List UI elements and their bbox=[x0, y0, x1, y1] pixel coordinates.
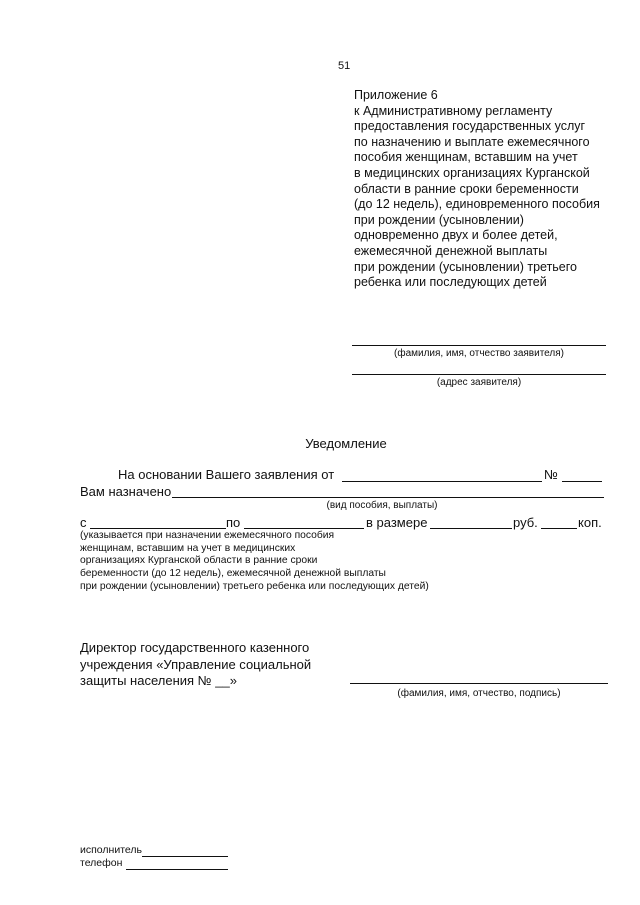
page-number: 51 bbox=[338, 60, 351, 72]
note-block bbox=[80, 530, 429, 594]
benefit-type-blank[interactable] bbox=[172, 497, 604, 498]
rub-label: руб. bbox=[513, 515, 538, 530]
from-label: с bbox=[80, 515, 87, 530]
director-line: защиты населения № __» bbox=[80, 673, 237, 688]
appendix-line: пособия женщинам, вставшим на учет bbox=[354, 150, 578, 165]
appendix-line: при рождении (усыновлении) bbox=[354, 212, 524, 227]
director-block bbox=[80, 640, 311, 690]
director-signature-line[interactable] bbox=[350, 683, 608, 684]
applicant-name-caption: (фамилия, имя, отчество заявителя) bbox=[394, 348, 564, 359]
application-date-label: На основании Вашего заявления от bbox=[118, 467, 335, 482]
note-line: беременности (до 12 недель), ежемесячной денежной выплаты bbox=[80, 568, 386, 580]
to-date-blank[interactable] bbox=[244, 528, 364, 529]
application-date-blank[interactable] bbox=[342, 481, 542, 482]
to-label: по bbox=[226, 515, 241, 530]
applicant-name-line[interactable] bbox=[352, 345, 606, 346]
benefit-type-caption: (вид пособия, выплаты) bbox=[326, 500, 438, 511]
appendix-line: (до 12 недель), единовременного пособия bbox=[354, 197, 600, 212]
note-line: при рождении (усыновлении) третьего ребенка или последующих детей) bbox=[80, 580, 429, 592]
note-line: (указывается при назначении ежемесячного пособия bbox=[80, 530, 335, 541]
phone-label: телефон bbox=[80, 857, 123, 869]
assigned-label: Вам назначено bbox=[80, 484, 172, 499]
note-line: женщинам, вставшим на учет в медицинских bbox=[80, 542, 296, 554]
from-date-blank[interactable] bbox=[90, 528, 226, 529]
phone-blank[interactable] bbox=[126, 869, 228, 870]
director-line: учреждения «Управление социальной bbox=[80, 656, 312, 672]
number-sign: № bbox=[544, 467, 558, 482]
note-line: организациях Курганской области в ранние сроки bbox=[80, 555, 318, 567]
appendix-line: одновременно двух и более детей, bbox=[354, 228, 558, 243]
applicant-address-caption: (адрес заявителя) bbox=[436, 377, 522, 388]
applicant-address-line[interactable] bbox=[352, 374, 606, 375]
appendix-line: ребенка или последующих детей bbox=[354, 275, 547, 290]
appendix-line: области в ранние сроки беременности bbox=[354, 181, 579, 196]
appendix-line: при рождении (усыновлении) третьего bbox=[354, 259, 577, 274]
document-title: Уведомление bbox=[305, 436, 387, 451]
appendix-line: в медицинских организациях Курганской bbox=[354, 165, 590, 180]
director-line: Директор государственного казенного bbox=[80, 640, 310, 655]
executor-label: исполнитель bbox=[80, 844, 142, 856]
appendix-line: по назначению и выплате ежемесячного bbox=[354, 134, 590, 149]
appendix-line: ежемесячной денежной выплаты bbox=[354, 243, 548, 258]
director-signature-caption: (фамилия, имя, отчество, подпись) bbox=[397, 688, 561, 699]
application-number-blank[interactable] bbox=[562, 481, 602, 482]
executor-blank[interactable] bbox=[142, 856, 228, 857]
kop-label: коп. bbox=[578, 515, 602, 530]
amount-kop-blank[interactable] bbox=[541, 528, 577, 529]
amount-rub-blank[interactable] bbox=[430, 528, 512, 529]
appendix-line: предоставления государственных услуг bbox=[354, 119, 586, 134]
appendix-line: к Административному регламенту bbox=[354, 103, 553, 118]
appendix-header bbox=[354, 88, 600, 291]
amount-label: в размере bbox=[366, 515, 428, 530]
appendix-line: Приложение 6 bbox=[354, 88, 438, 102]
